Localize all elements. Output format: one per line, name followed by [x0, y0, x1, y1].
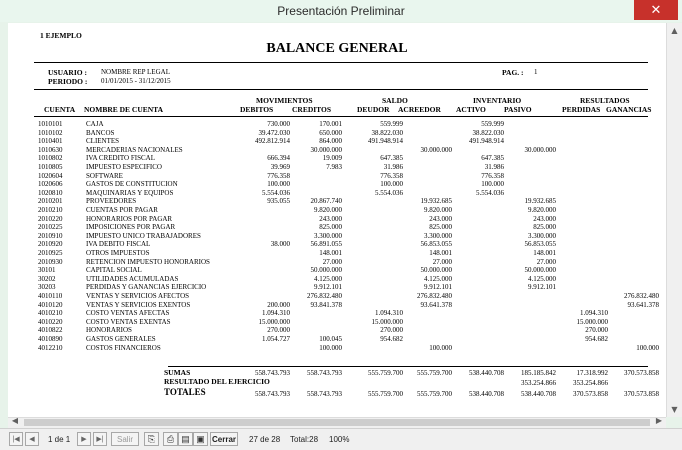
- row-creditos: 100.000: [319, 343, 342, 352]
- row-cuenta: 1010802: [38, 154, 63, 163]
- row-nombre: BANCOS: [86, 128, 115, 137]
- resultado-value: 353.254.866: [573, 379, 608, 387]
- row-creditos: 170.001: [319, 120, 342, 128]
- row-acreedor: 56.853.055: [420, 240, 452, 249]
- row-debitos: 270.000: [267, 326, 290, 335]
- print-setup-icon[interactable]: ▤: [178, 432, 193, 446]
- window-title: Presentación Preliminar: [277, 4, 405, 18]
- row-deudor: 954.682: [380, 335, 403, 343]
- row-debitos: 39.472.030: [258, 128, 290, 137]
- row-nombre: IMPUESTO UNICO TRABAJADORES: [86, 231, 201, 240]
- group-movimientos: MOVIMIENTOS: [256, 96, 313, 105]
- row-nombre: HONORARIOS: [86, 326, 132, 335]
- col-nombre: NOMBRE DE CUENTA: [84, 105, 164, 114]
- row-perdidas: 15.000.000: [576, 317, 608, 326]
- row-creditos: 825.000: [319, 223, 342, 232]
- report-title: BALANCE GENERAL: [266, 41, 408, 56]
- row-nombre: VENTAS Y SERVICIOS EXENTOS: [86, 300, 191, 309]
- totales-label: TOTALES: [164, 387, 206, 397]
- col-deudor: DEUDOR: [357, 105, 390, 114]
- periodo-label: PERIODO :: [48, 77, 88, 86]
- row-nombre: CAPITAL SOCIAL: [86, 266, 142, 275]
- row-creditos: 243.000: [319, 214, 342, 223]
- row-nombre: MERCADERIAS NACIONALES: [86, 145, 183, 154]
- save-icon[interactable]: ▣: [193, 432, 208, 446]
- row-activo: 559.999: [481, 120, 504, 128]
- record-count: 27 de 28: [249, 435, 281, 444]
- zoom-level: 100%: [329, 435, 350, 444]
- title-bar: [0, 0, 682, 23]
- row-creditos: 9.820.000: [314, 206, 342, 214]
- row-nombre: HONORARIOS POR PAGAR: [86, 214, 173, 223]
- page-indicator: 1 de 1: [48, 435, 71, 444]
- row-activo: 491.948.914: [469, 137, 504, 146]
- row-acreedor: 148.001: [429, 249, 452, 257]
- row-activo: 5.554.036: [476, 188, 504, 197]
- row-pasivo: 9.820.000: [528, 206, 556, 214]
- group-resultados: RESULTADOS: [580, 96, 630, 105]
- row-nombre: SOFTWARE: [86, 171, 123, 180]
- row-cuenta: 2010210: [38, 206, 63, 214]
- row-cuenta: 4010210: [38, 309, 63, 318]
- row-pasivo: 27.000: [536, 257, 556, 266]
- row-cuenta: 4010890: [38, 335, 63, 343]
- resultado-label: RESULTADO DEL EJERCICIO: [164, 377, 270, 386]
- col-cuenta: CUENTA: [44, 105, 76, 114]
- row-cuenta: 4012210: [38, 343, 63, 352]
- totales-value: 555.759.700: [417, 390, 452, 398]
- row-creditos: 864.000: [319, 137, 342, 146]
- periodo-value: 01/01/2015 - 31/12/2015: [101, 77, 171, 85]
- prev-page-button[interactable]: ◀: [25, 432, 39, 446]
- row-creditos: 27.000: [322, 257, 342, 266]
- totales-value: 558.743.793: [255, 390, 290, 398]
- last-page-button[interactable]: ▶|: [93, 432, 107, 446]
- row-debitos: 200.000: [267, 300, 290, 309]
- row-cuenta: 1010630: [38, 145, 63, 154]
- first-page-button[interactable]: |◀: [9, 432, 23, 446]
- row-debitos: 1.054.727: [262, 335, 290, 343]
- row-deudor: 270.000: [380, 326, 403, 335]
- col-creditos: CREDITOS: [292, 105, 332, 114]
- row-cuenta: 1010805: [38, 163, 63, 171]
- row-debitos: 5.554.036: [262, 188, 290, 197]
- row-pasivo: 50.000.000: [524, 266, 556, 275]
- row-creditos: 56.891.055: [310, 240, 342, 249]
- row-cuenta: 4010110: [38, 292, 63, 300]
- row-nombre: OTROS IMPUESTOS: [86, 249, 150, 257]
- row-ganancias: 276.832.480: [624, 292, 659, 300]
- vertical-scrollbar[interactable]: [666, 23, 682, 417]
- row-debitos: 492.812.914: [255, 137, 290, 146]
- row-perdidas: 270.000: [585, 326, 608, 335]
- row-deudor: 559.999: [380, 120, 403, 128]
- pag-label: PAG. :: [502, 68, 524, 77]
- row-cuenta: 30101: [38, 266, 56, 275]
- row-activo: 647.385: [481, 154, 504, 163]
- row-acreedor: 276.832.480: [417, 292, 452, 300]
- row-nombre: COSTO VENTAS EXENTAS: [86, 317, 171, 326]
- row-acreedor: 100.000: [429, 343, 452, 352]
- scroll-down-icon[interactable]: ▼: [671, 405, 678, 414]
- row-debitos: 15.000.000: [258, 317, 290, 326]
- pag-value: 1: [534, 68, 538, 76]
- row-acreedor: 825.000: [429, 223, 452, 232]
- row-perdidas: 1.094.310: [580, 309, 608, 318]
- row-cuenta: 2010910: [38, 231, 63, 240]
- row-debitos: 38.000: [270, 240, 290, 249]
- sumas-value: 558.743.793: [307, 369, 342, 377]
- row-deudor: 647.385: [380, 154, 403, 163]
- row-perdidas: 954.682: [585, 335, 608, 343]
- row-cuenta: 2010220: [38, 214, 63, 223]
- rule-columns: [34, 116, 648, 117]
- row-acreedor: 3.300.000: [424, 231, 452, 240]
- row-debitos: 39.969: [270, 163, 290, 171]
- sumas-value: 538.440.708: [469, 369, 504, 377]
- row-creditos: 148.001: [319, 249, 342, 257]
- row-debitos: 776.358: [267, 171, 290, 180]
- row-cuenta: 30202: [38, 274, 56, 283]
- row-acreedor: 27.000: [432, 257, 452, 266]
- sumas-value: 555.759.700: [417, 369, 452, 377]
- sumas-value: 17.318.992: [576, 369, 608, 377]
- print-icon[interactable]: ⎙: [163, 432, 178, 446]
- record-total: Total:28: [290, 435, 319, 444]
- scroll-right-icon[interactable]: ▶: [655, 416, 663, 425]
- row-pasivo: 30.000.000: [524, 145, 556, 154]
- row-nombre: GASTOS DE CONSTITUCION: [86, 180, 178, 189]
- row-activo: 100.000: [481, 180, 504, 189]
- row-nombre: COSTO VENTAS AFECTAS: [86, 309, 170, 318]
- col-activo: ACTIVO: [456, 105, 486, 114]
- scroll-left-icon[interactable]: ◀: [11, 416, 19, 425]
- row-nombre: CLIENTES: [86, 137, 120, 146]
- row-acreedor: 243.000: [429, 214, 452, 223]
- row-activo: 38.822.030: [472, 128, 504, 137]
- row-pasivo: 148.001: [533, 249, 556, 257]
- row-nombre: PERDIDAS Y GANANCIAS EJERCICIO: [86, 283, 207, 292]
- row-cuenta: 1010401: [38, 137, 63, 146]
- row-acreedor: 9.820.000: [424, 206, 452, 214]
- company-name: 1 EJEMPLO: [40, 31, 82, 40]
- row-nombre: COSTOS FINANCIEROS: [86, 343, 161, 352]
- row-cuenta: 1010101: [38, 120, 63, 128]
- row-pasivo: 4.125.000: [528, 274, 556, 283]
- row-debitos: 1.094.310: [262, 309, 290, 318]
- row-debitos: 666.394: [267, 154, 290, 163]
- row-cuenta: 1020810: [38, 188, 63, 197]
- preview-toolbar: [0, 428, 682, 450]
- row-creditos: 93.841.378: [310, 300, 342, 309]
- row-cuenta: 4010822: [38, 326, 63, 335]
- row-pasivo: 3.300.000: [528, 231, 556, 240]
- row-pasivo: 243.000: [533, 214, 556, 223]
- row-nombre: IMPUESTO ESPECIFICO: [86, 163, 162, 171]
- report-page: [8, 23, 666, 417]
- row-deudor: 5.554.036: [375, 188, 403, 197]
- col-perdidas: PERDIDAS: [562, 105, 601, 114]
- row-creditos: 20.867.740: [310, 197, 342, 206]
- row-nombre: IVA DEBITO FISCAL: [86, 240, 151, 249]
- row-creditos: 4.125.000: [314, 274, 342, 283]
- row-debitos: 100.000: [267, 180, 290, 189]
- row-acreedor: 4.125.000: [424, 274, 452, 283]
- row-cuenta: 1010102: [38, 128, 63, 137]
- col-pasivo: PASIVO: [504, 105, 532, 114]
- row-deudor: 491.948.914: [368, 137, 403, 146]
- scroll-thumb[interactable]: [24, 419, 650, 426]
- row-debitos: 935.055: [267, 197, 290, 206]
- row-creditos: 276.832.480: [307, 292, 342, 300]
- row-pasivo: 9.912.101: [528, 283, 556, 292]
- row-deudor: 1.094.310: [375, 309, 403, 318]
- sumas-value: 185.185.842: [521, 369, 556, 377]
- col-acreedor: ACREEDOR: [398, 105, 441, 114]
- close-button[interactable]: ✕: [634, 0, 678, 20]
- row-cuenta: 1020606: [38, 180, 63, 189]
- row-creditos: 9.912.101: [314, 283, 342, 292]
- row-debitos: 730.000: [267, 120, 290, 128]
- row-creditos: 50.000.000: [310, 266, 342, 275]
- row-nombre: RETENCION IMPUESTO HONORARIOS: [86, 257, 210, 266]
- row-cuenta: 4010120: [38, 300, 63, 309]
- row-cuenta: 2010225: [38, 223, 63, 232]
- row-creditos: 7.983: [326, 163, 342, 171]
- row-nombre: VENTAS Y SERVICIOS AFECTOS: [86, 292, 190, 300]
- salir-button[interactable]: Salir: [111, 432, 139, 446]
- row-creditos: 19.009: [322, 154, 342, 163]
- row-deudor: 15.000.000: [371, 317, 403, 326]
- row-activo: 776.358: [481, 171, 504, 180]
- totales-value: 555.759.700: [368, 390, 403, 398]
- row-ganancias: 100.000: [636, 343, 659, 352]
- row-creditos: 3.300.000: [314, 231, 342, 240]
- sumas-label: SUMAS: [164, 368, 191, 377]
- row-cuenta: 1020604: [38, 171, 63, 180]
- row-nombre: PROVEEDORES: [86, 197, 137, 206]
- totales-value: 538.440.708: [521, 390, 556, 398]
- totales-value: 558.743.793: [307, 390, 342, 398]
- sumas-value: 555.759.700: [368, 369, 403, 377]
- sumas-value: 558.743.793: [255, 369, 290, 377]
- row-deudor: 776.358: [380, 171, 403, 180]
- rule-sums: [168, 366, 648, 367]
- col-debitos: DEBITOS: [240, 105, 274, 114]
- row-nombre: GASTOS GENERALES: [86, 335, 156, 343]
- row-ganancias: 93.641.378: [627, 300, 659, 309]
- row-nombre: CUENTAS POR PAGAR: [86, 206, 158, 214]
- scroll-up-icon[interactable]: ▲: [671, 26, 678, 35]
- export-icon[interactable]: ⎘: [144, 432, 159, 446]
- row-pasivo: 825.000: [533, 223, 556, 232]
- totales-value: 538.440.708: [469, 390, 504, 398]
- row-nombre: MAQUINARIAS Y EQUIPOS: [86, 188, 174, 197]
- usuario-label: USUARIO :: [48, 68, 87, 77]
- row-cuenta: 30203: [38, 283, 56, 292]
- resultado-value: 353.254.866: [521, 379, 556, 387]
- row-acreedor: 9.912.101: [424, 283, 452, 292]
- row-cuenta: 2010925: [38, 249, 63, 257]
- sumas-value: 370.573.858: [624, 369, 659, 377]
- row-deudor: 31.986: [383, 163, 403, 171]
- row-creditos: 100.045: [319, 335, 342, 343]
- totales-value: 370.573.858: [624, 390, 659, 398]
- row-nombre: IVA CREDITO FISCAL: [86, 154, 155, 163]
- row-cuenta: 4010220: [38, 317, 63, 326]
- row-creditos: 30.000.000: [310, 145, 342, 154]
- rule-header: [34, 89, 648, 90]
- cerrar-button[interactable]: Cerrar: [210, 432, 238, 446]
- row-cuenta: 2010920: [38, 240, 63, 249]
- row-cuenta: 2010201: [38, 197, 63, 206]
- row-cuenta: 2010930: [38, 257, 63, 266]
- row-acreedor: 19.932.685: [420, 197, 452, 206]
- group-saldo: SALDO: [382, 96, 408, 105]
- row-nombre: IMPOSICIONES POR PAGAR: [86, 223, 176, 232]
- usuario-value: NOMBRE REP LEGAL: [101, 68, 170, 76]
- row-creditos: 650.000: [319, 128, 342, 137]
- row-acreedor: 30.000.000: [420, 145, 452, 154]
- row-acreedor: 93.641.378: [420, 300, 452, 309]
- group-inventario: INVENTARIO: [473, 96, 522, 105]
- row-nombre: UTILIDADES ACUMULADAS: [86, 274, 179, 283]
- totales-value: 370.573.858: [573, 390, 608, 398]
- row-pasivo: 56.853.055: [524, 240, 556, 249]
- row-deudor: 100.000: [380, 180, 403, 189]
- row-nombre: CAJA: [86, 120, 104, 128]
- horizontal-scrollbar[interactable]: [8, 417, 666, 428]
- col-ganancias: GANANCIAS: [606, 105, 652, 114]
- row-deudor: 38.822.030: [371, 128, 403, 137]
- row-acreedor: 50.000.000: [420, 266, 452, 275]
- rule-top: [34, 62, 648, 63]
- next-page-button[interactable]: ▶: [77, 432, 91, 446]
- row-pasivo: 19.932.685: [524, 197, 556, 206]
- row-activo: 31.986: [484, 163, 504, 171]
